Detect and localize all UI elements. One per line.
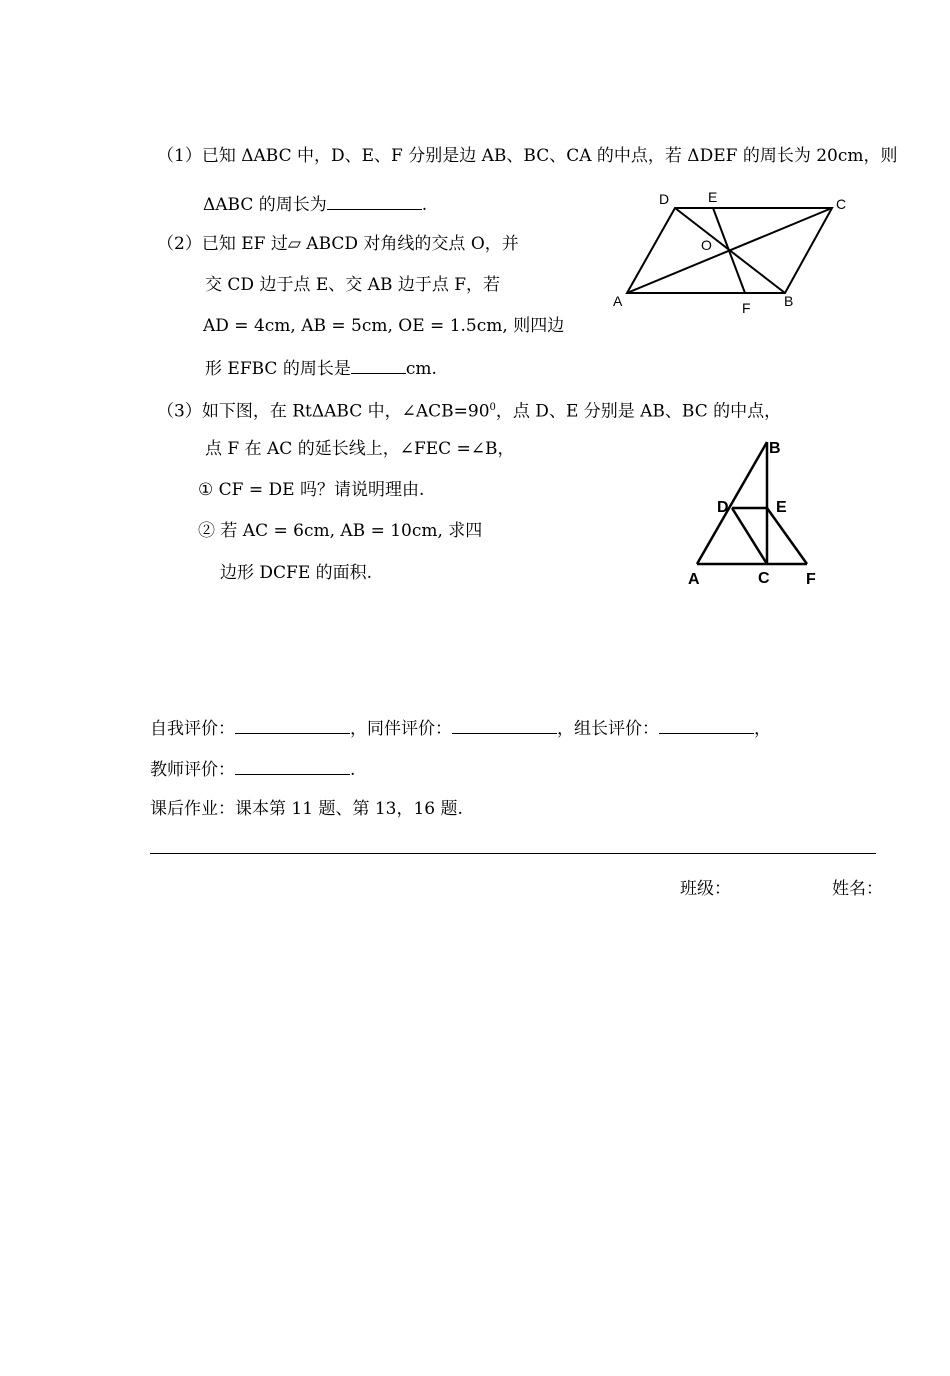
answer-blank-1[interactable]: [327, 193, 422, 210]
problem-2-line-1: （2）已知 EF 过▱ ABCD 对角线的交点 O，并: [157, 234, 519, 254]
label-o: O: [701, 237, 712, 253]
self-evaluation-blank[interactable]: [235, 717, 350, 734]
problem-2-line-2: 交 CD 边于点 E、交 AB 边于点 F，若: [205, 275, 501, 295]
problem-1-line-1: （1）已知 ΔABC 中，D、E、F 分别是边 AB、BC、CA 的中点，若 ΔDEF 的周长为 20cm，则: [157, 146, 898, 166]
label-b: B: [784, 293, 794, 309]
label-d: D: [717, 499, 729, 516]
label-f: F: [806, 571, 816, 588]
label-a: A: [613, 293, 623, 309]
problem-2-line-3: AD = 4cm, AB = 5cm, OE = 1.5cm, 则四边: [203, 316, 565, 336]
problem-3-line-2: 点 F 在 AC 的延长线上，∠FEC =∠B，: [205, 439, 515, 459]
leader-evaluation-blank[interactable]: [659, 717, 754, 734]
problem-1-question: ΔABC 的周长为: [203, 195, 327, 215]
problem-3-line-3: ① CF = DE 吗？请说明理由.: [198, 480, 425, 500]
label-a: A: [688, 571, 700, 588]
leader-evaluation-label: ，组长评价：: [557, 719, 659, 739]
degree-superscript: 0: [489, 402, 496, 413]
problem-1-period: .: [421, 195, 428, 215]
problem-2-question: 形 EFBC 的周长是: [205, 359, 351, 379]
segment-dc: [732, 508, 767, 564]
segment-ef: [713, 208, 745, 293]
class-label: 班级：: [680, 879, 731, 899]
leader-evaluation-end: ，: [754, 719, 771, 739]
parallelogram-figure: [600, 185, 860, 320]
label-e: E: [776, 499, 787, 516]
triangle-figure: [680, 430, 830, 595]
label-e: E: [708, 189, 718, 205]
teacher-evaluation-end: .: [350, 760, 356, 780]
problem-1-line-2: [203, 193, 427, 215]
problem-3-line-5: 边形 DCFE 的面积.: [220, 563, 373, 583]
label-c: C: [758, 570, 770, 587]
self-evaluation-label: 自我评价：: [150, 719, 235, 739]
problem-3-text-b: ，点 D、E 分别是 AB、BC 的中点，: [495, 401, 782, 422]
problem-2-line-4: [205, 357, 437, 379]
teacher-evaluation-line: [150, 758, 355, 780]
label-f: F: [742, 300, 751, 316]
peer-evaluation-label: ，同伴评价：: [350, 719, 452, 739]
label-b: B: [769, 440, 781, 457]
divider-line: [150, 853, 876, 854]
peer-evaluation-blank[interactable]: [452, 717, 557, 734]
name-label: 姓名：: [832, 879, 883, 899]
problem-3-line-4: ② 若 AC = 6cm, AB = 10cm, 求四: [198, 521, 483, 541]
evaluation-line: [150, 717, 771, 739]
problem-3-line-1: [157, 398, 781, 422]
label-d: D: [659, 191, 670, 207]
label-c: C: [836, 196, 847, 212]
teacher-evaluation-blank[interactable]: [235, 758, 350, 775]
segment-ef: [767, 508, 807, 564]
problem-2-unit: cm.: [405, 359, 437, 379]
answer-blank-2[interactable]: [351, 357, 406, 374]
homework-line: 课后作业：课本第 11 题、第 13，16 题.: [150, 799, 463, 819]
problem-3-text-a: （3）如下图，在 RtΔABC 中，∠ACB=90: [157, 401, 490, 422]
teacher-evaluation-label: 教师评价：: [150, 760, 235, 780]
